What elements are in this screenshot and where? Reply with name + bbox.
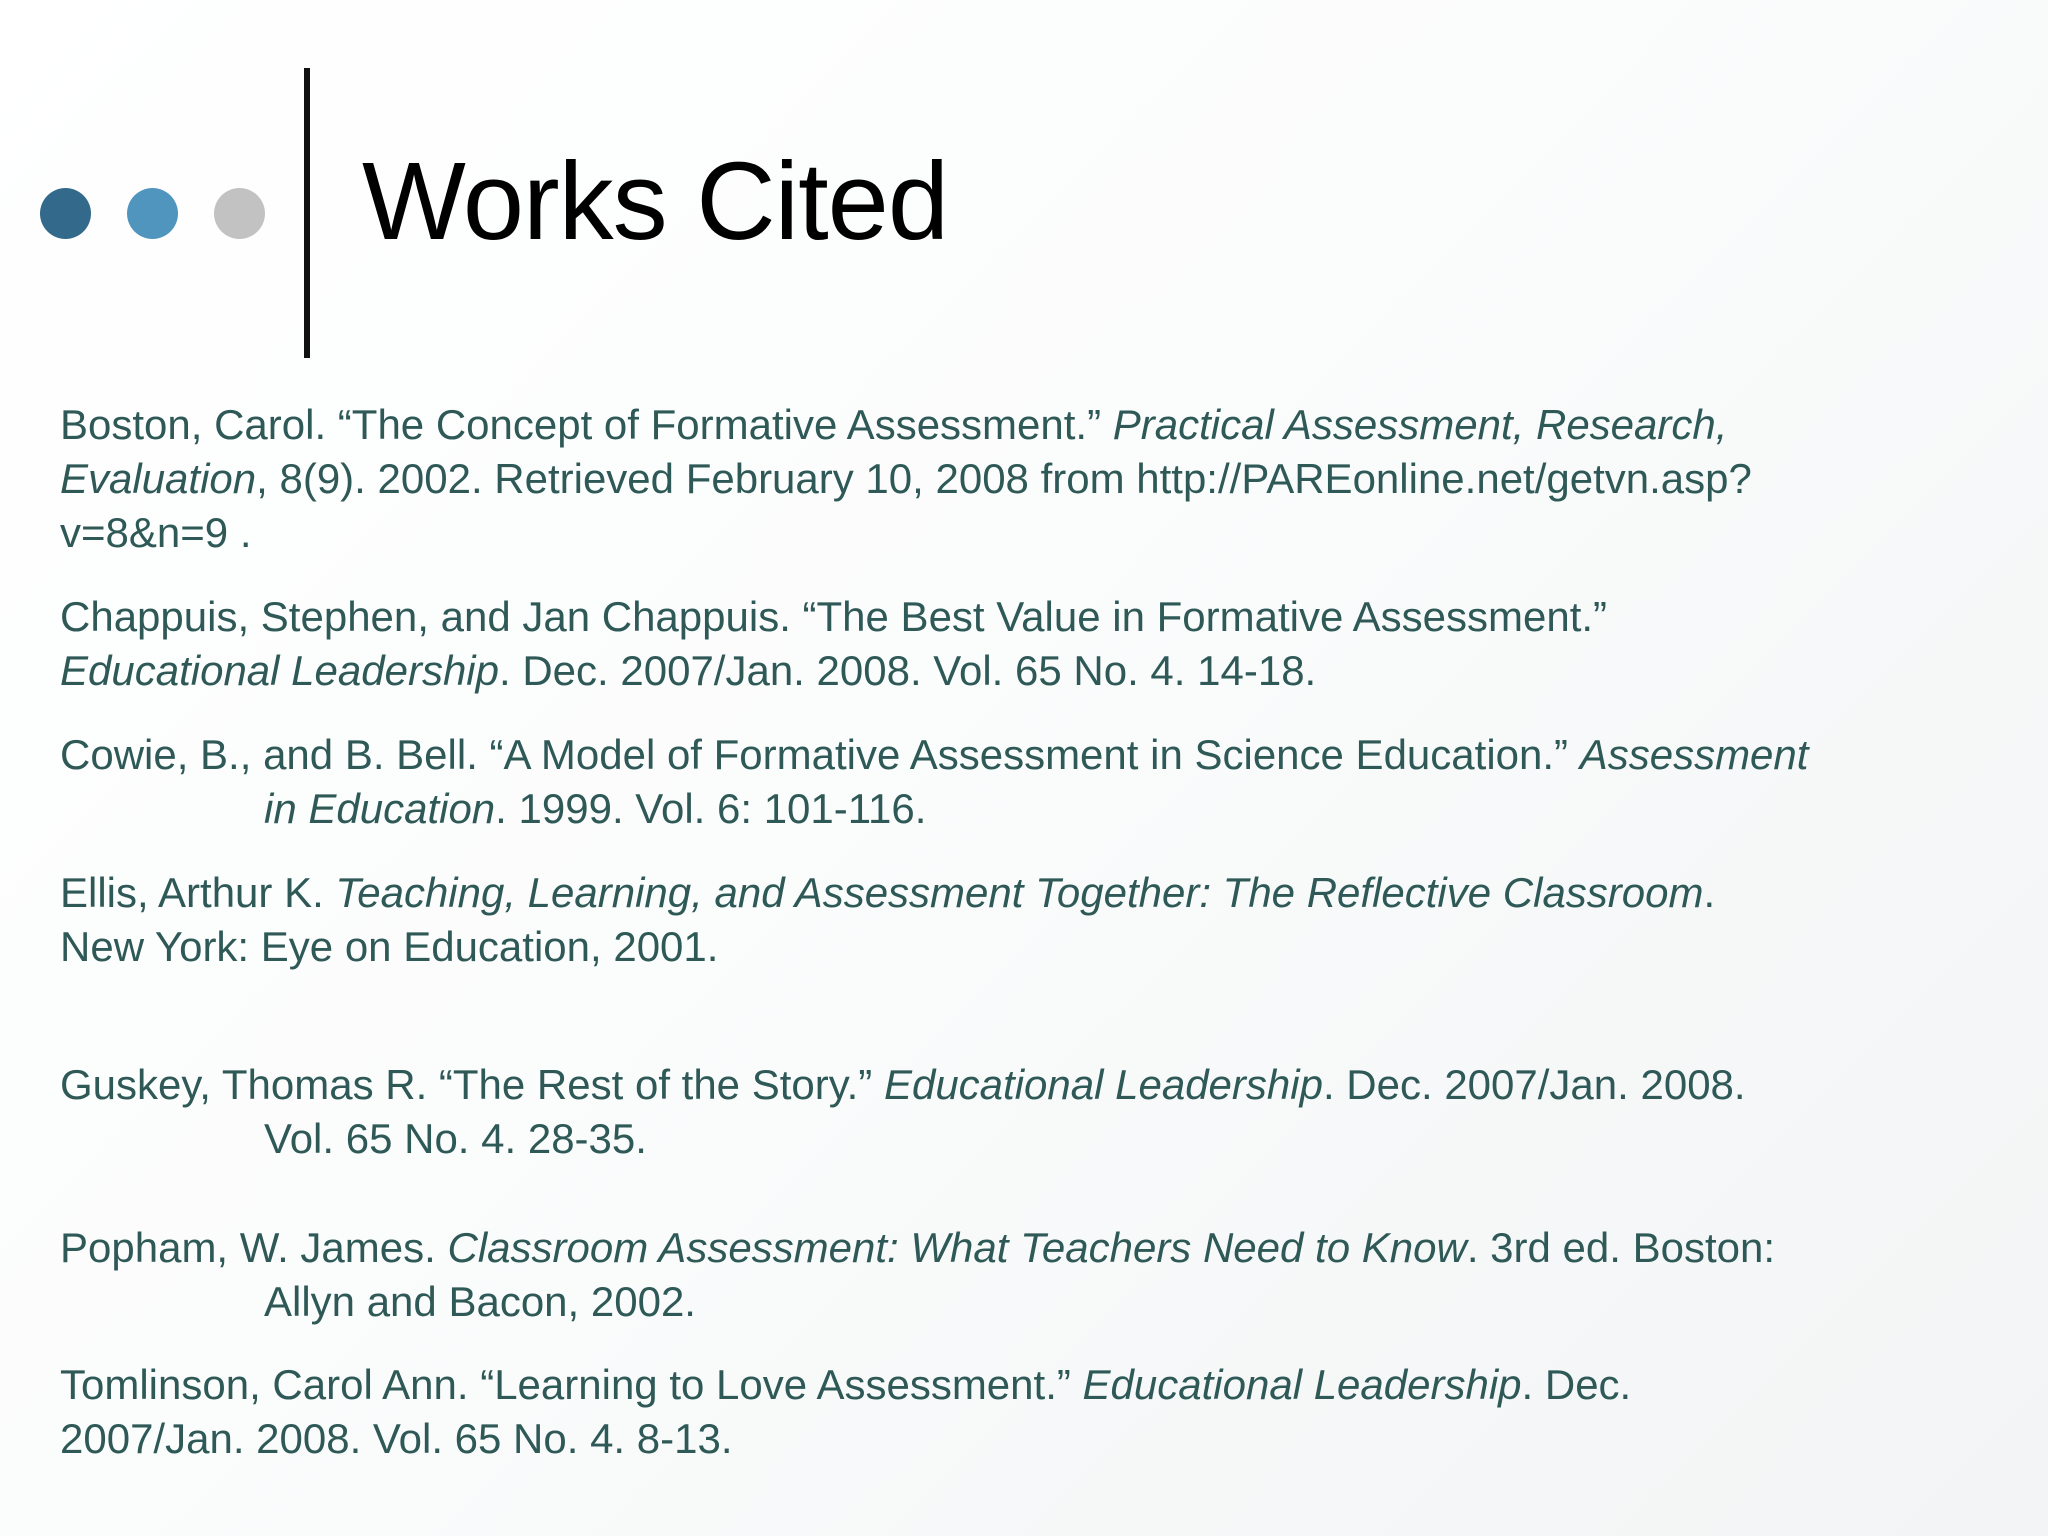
citation-line: New York: Eye on Education, 2001.	[60, 923, 719, 970]
title-divider	[304, 68, 310, 358]
citation-line	[60, 1058, 1746, 1112]
citation-source-title: Assessment	[1579, 731, 1809, 778]
citation-text: Ellis, Arthur K.	[60, 869, 336, 916]
accent-dot-medium	[127, 188, 178, 239]
citation-text: , 8(9). 2002. Retrieved February 10, 2008 from http://PAREonline.net/getvn.asp?	[256, 455, 1752, 502]
citation-text: . 1999. Vol. 6: 101-116.	[495, 785, 927, 832]
citation-text: . Dec.	[1521, 1361, 1632, 1408]
citation-line	[60, 398, 1752, 452]
citation-source-title: Practical Assessment, Research,	[1112, 401, 1728, 448]
citation-chappuis	[60, 590, 1607, 698]
citation-line	[60, 866, 1715, 920]
citation-text: Boston, Carol. “The Concept of Formative Assessment.”	[60, 401, 1113, 448]
accent-dot-gray	[214, 188, 265, 239]
citation-line	[60, 728, 1808, 782]
citation-source-title: Evaluation	[60, 455, 257, 502]
accent-dot-dark	[40, 188, 91, 239]
citation-text: Popham, W. James.	[60, 1224, 448, 1271]
citation-text: . 3rd ed. Boston:	[1466, 1224, 1776, 1271]
citation-text: Guskey, Thomas R. “The Rest of the Story.”	[60, 1061, 884, 1108]
citation-line-indented: Vol. 65 No. 4. 28-35.	[264, 1115, 647, 1162]
citation-line-indented	[60, 782, 1808, 836]
citation-line	[60, 1221, 1775, 1275]
citation-source-title: Educational Leadership	[1082, 1361, 1522, 1408]
citation-line	[60, 1358, 1631, 1412]
citation-boston	[60, 398, 1752, 560]
citation-line: v=8&n=9 .	[60, 509, 252, 556]
citation-ellis	[60, 866, 1715, 974]
citation-line-indented: Allyn and Bacon, 2002.	[264, 1278, 696, 1325]
citation-popham	[60, 1221, 1775, 1329]
citation-line: 2007/Jan. 2008. Vol. 65 No. 4. 8-13.	[60, 1415, 733, 1462]
citation-text: . Dec. 2007/Jan. 2008. Vol. 65 No. 4. 14-18.	[499, 647, 1317, 694]
citation-text: Tomlinson, Carol Ann. “Learning to Love Assessment.”	[60, 1361, 1083, 1408]
citation-source-title: Educational Leadership	[883, 1061, 1323, 1108]
citation-tomlinson	[60, 1358, 1631, 1466]
citation-guskey	[60, 1058, 1746, 1166]
citation-line	[60, 452, 1752, 506]
citation-text: Cowie, B., and B. Bell. “A Model of Formative Assessment in Science Education.”	[60, 731, 1580, 778]
citation-text: . Dec. 2007/Jan. 2008.	[1322, 1061, 1746, 1108]
citation-line: Chappuis, Stephen, and Jan Chappuis. “The Best Value in Formative Assessment.”	[60, 593, 1608, 640]
citation-source-title: Classroom Assessment: What Teachers Need to Know	[447, 1224, 1467, 1271]
citation-cowie	[60, 728, 1808, 836]
citation-text: .	[1703, 869, 1716, 916]
citation-source-title: in Education	[264, 785, 496, 832]
citation-source-title: Educational Leadership	[60, 647, 499, 694]
citation-source-title: Teaching, Learning, and Assessment Together: The Reflective Classroom	[335, 869, 1704, 916]
citation-line	[60, 644, 1607, 698]
page-title: Works Cited	[362, 140, 948, 263]
